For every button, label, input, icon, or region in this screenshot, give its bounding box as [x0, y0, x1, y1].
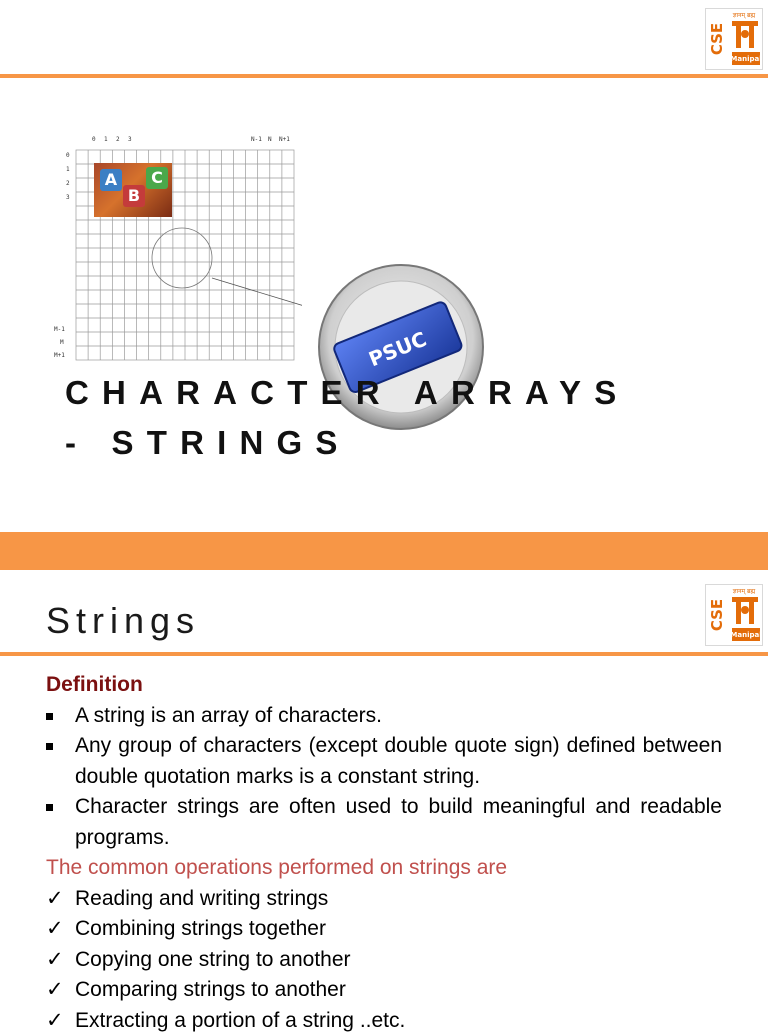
strings-slide: [0, 570, 768, 1024]
row-label-m-1: M-1: [54, 326, 65, 333]
col-label-3: 3: [128, 136, 132, 143]
col-label-n: N: [268, 136, 272, 143]
row-label-1: 1: [66, 166, 70, 173]
row-label-2: 2: [66, 180, 70, 187]
abc-block-a: A: [100, 169, 122, 191]
svg-text:ज्ञानम् ब्रह्म: ज्ञानम् ब्रह्म: [733, 12, 756, 19]
header-rule: [0, 652, 768, 656]
row-label-0: 0: [66, 152, 70, 159]
checkmark-icon: ✓: [46, 914, 64, 945]
cse-logo-icon: [706, 585, 762, 645]
col-label-n-1: N-1: [251, 136, 262, 143]
operation-text: Combining strings together: [75, 917, 326, 940]
operation-item: [46, 1006, 722, 1036]
square-bullet-icon: [46, 743, 53, 750]
slide-title-line2: - STRINGS: [65, 424, 351, 462]
operation-item: [46, 884, 722, 915]
checkmark-icon: ✓: [46, 975, 64, 1006]
col-label-1: 1: [104, 136, 108, 143]
col-label-n+1: N+1: [279, 136, 290, 143]
bullet-item: [46, 731, 722, 792]
checkmark-icon: ✓: [46, 945, 64, 976]
col-label-0: 0: [92, 136, 96, 143]
bullet-text: A string is an array of characters.: [75, 704, 382, 727]
cse-logo: [705, 8, 763, 70]
operation-text: Reading and writing strings: [75, 887, 328, 910]
definition-heading: Definition: [46, 670, 722, 701]
operation-text: Copying one string to another: [75, 948, 351, 971]
square-bullet-icon: [46, 804, 53, 811]
bullet-item: [46, 701, 722, 732]
slide-body: [46, 670, 722, 1036]
svg-text:Manipal: Manipal: [730, 631, 761, 639]
psuc-key-label: PSUC: [365, 327, 430, 372]
square-bullet-icon: [46, 713, 53, 720]
cse-logo-icon: [706, 9, 762, 69]
svg-text:Manipal: Manipal: [730, 55, 761, 63]
abc-block-b: B: [123, 185, 145, 207]
svg-text:CSE: CSE: [708, 23, 726, 55]
operation-item: [46, 914, 722, 945]
abc-blocks-image: [94, 163, 172, 217]
operation-text: Extracting a portion of a string ..etc.: [75, 1009, 405, 1032]
operations-heading: The common operations performed on strings are: [46, 853, 722, 884]
checkmark-icon: ✓: [46, 1006, 64, 1036]
operation-item: [46, 945, 722, 976]
operation-text: Comparing strings to another: [75, 978, 346, 1001]
checkmark-icon: ✓: [46, 884, 64, 915]
bullet-text: Any group of characters (except double quote sign) defined between double quotation marks is a constant string.: [75, 734, 722, 788]
row-label-m+1: M+1: [54, 352, 65, 359]
bullet-item: [46, 792, 722, 853]
slide-title-line1: CHARACTER ARRAYS: [65, 374, 629, 412]
array-grid-illustration: [52, 130, 302, 370]
cse-logo: [705, 584, 763, 646]
col-label-2: 2: [116, 136, 120, 143]
zoom-connector-line: [212, 278, 302, 312]
header-rule: [0, 74, 768, 78]
row-label-3: 3: [66, 194, 70, 201]
abc-block-c: C: [146, 167, 168, 189]
operation-item: [46, 975, 722, 1006]
slide-title: Strings: [46, 600, 200, 642]
row-label-m: M: [60, 339, 64, 346]
svg-text:ज्ञानम् ब्रह्म: ज्ञानम् ब्रह्म: [733, 588, 756, 595]
slide-separator-band: [0, 532, 768, 570]
svg-text:CSE: CSE: [708, 599, 726, 631]
bullet-text: Character strings are often used to build meaningful and readable programs.: [75, 795, 722, 849]
